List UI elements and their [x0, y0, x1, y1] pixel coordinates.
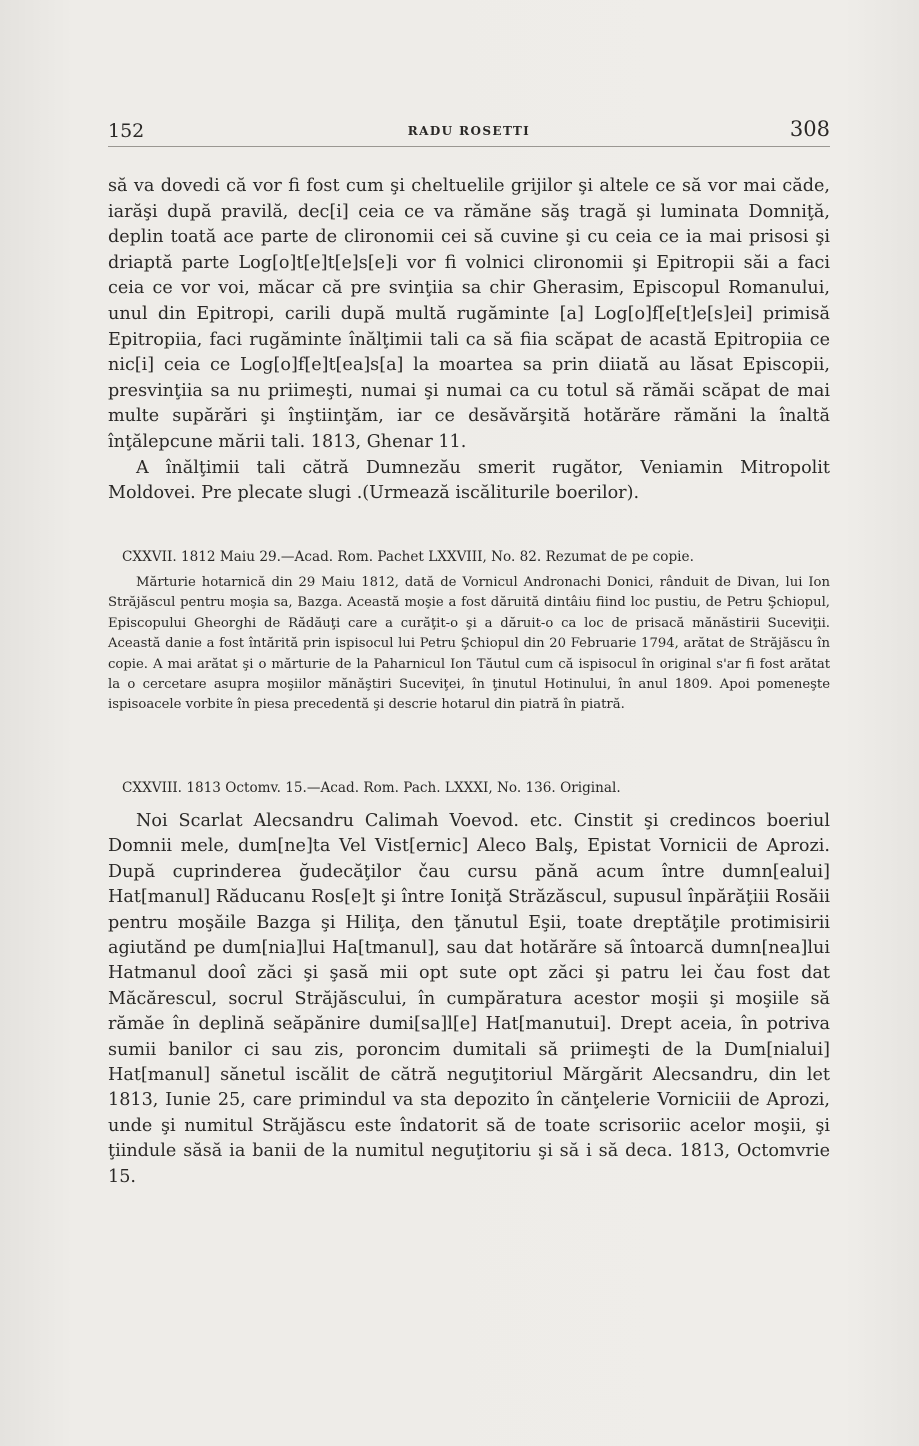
document-number: 308: [789, 117, 830, 141]
page-number: 152: [108, 120, 145, 142]
document-308-body: să va dovedi că vor fi fost cum şi cheltuelile grijilor şi altele ce să vor mai căde, iarăşi după pravilă, dec[i] ceia ce va rămăne săş tragă şi luminata Domniţă, deplin toată ace parte de clironomii cei să cuvine şi cu ceia ce ia mai prisosi şi driaptă parte Log[o]t[e]t[e]s[e]i vor fi volnici clironomii şi Epitropii săi a faci ceia ce vor voi, măcar că pre svinţiia sa chir Gherasim, Episcopul Romanului, unul din Epitropi, carili după multă rugăminte [a] Log[o]f[e[t]e[s]ei] primisă Epitropiia, faci rugăminte înălţimii tali ca să fiia scăpat de acastă Epitropiia ce nic[i] ceia ce Log[o]f[e]t[ea]s[a] la moartea sa prin diiată au lăsat Episcopii, presvinţiia sa nu priimeşti, numai şi numai ca cu totul să rămăi scăpat de mai multe supărări şi înştiinţăm, iar ce desăvărşită hotărăre rămăni la înaltă înţălepcune mării tali. 1813, Ghenar 11.: [108, 176, 830, 452]
running-title: RADU ROSETTI: [407, 124, 531, 138]
section-cxxvii-summary: Mărturie hotarnică din 29 Maiu 1812, dată de Vornicul Andronachi Donici, rânduit de Divan, lui Ion Străjăscul pentru moşia sa, Bazga. Această moşie a fost dăruită dintâiu fiind loc pustiu, de Petru Şchiopul, Episcopului Gheorghi de Rădăuţi care a curăţit-o şi a dăruit-o ca loc de prisacă mănăstirii Suceviţii. Această danie a fost întărită prin ispisocul lui Petru Şchiopul din 20 Februarie 1794, arătat de Străjăscu în copie. A mai arătat şi o mărturie de la Paharnicul Ion Tăutul cum că ispisocul în original s'ar fi fost arătat la o cercetare asupra moşiilor mănăştiri Suceviţei, în ţinutul Hotinului, în anul 1809. Apoi pomeneşte ispisoacele vorbite în piesa precedentă şi descrie hotarul din piatră în piatră.: [108, 575, 830, 713]
running-header: [108, 114, 830, 147]
section-cxxvii-title: CXXVII. 1812 Maiu 29.—Acad. Rom. Pachet LXXVIII, No. 82. Rezumat de pe copie.: [122, 549, 694, 565]
document-308-text: [108, 174, 830, 507]
section-cxxviii-body: Noi Scarlat Alecsandru Calimah Voevod. etc. Cinstit şi credincos boeriul Domnii mele, dum[ne]ta Vel Vist[ernic] Aleco Balş, Epistat Vornicii de Aprozi. După cuprinderea ğudecăţilor čau cursu pănă acum între dumn[ealui] Hat[manul] Răducanu Ros[e]t şi între Ioniţă Străzăscul, supusul înpărăţiii Rosăii pentru moşăile Bazga şi Hiliţa, den ţănutul Eşii, toate dreptăţile protimisirii agiutănd pe dum[nia]lui Ha[tmanul], sau dat hotărăre să întoarcă dumn[nea]lui Hatmanul dooî zăci şi şasă mii opt sute opt zăci şi patru lei čau fost dat Măcărescul, socrul Străjăscului, în cumpăratura acestor moşii şi moşiile să rămăe în deplină seăpănire dumi[sa]l[e] Hat[manutui]. Drept aceia, în potriva sumii banilor ci sau zis, poroncim dumitali să priimeşti de la Dum[nialui] Hat[manul] sănetul iscălit de cătră neguţitoriul Mărgărit Alecsandru, din let 1813, Iunie 25, care primindul va sta depozito în cănţelerie Vorniciii de Aprozi, unde şi numitul Străjăscu este îndatorit să de toate scrisoriic acelor moşii, şi ţiindule săsă ia banii de la numitul neguţitoriu şi să i să deca. 1813, Octomvrie 15.: [108, 811, 830, 1187]
document-308-closing: A înălţimii tali cătră Dumnezău smerit rugător, Veniamin Mitropolit Moldovei. Pre plecate slugi .(Urmează iscăliturile boerilor).: [108, 457, 830, 504]
section-cxxviii-title: CXXVIII. 1813 Octomv. 15.—Acad. Rom. Pach. LXXXI, No. 136. Original.: [122, 780, 621, 796]
section-cxxviii-text: [108, 809, 830, 1190]
